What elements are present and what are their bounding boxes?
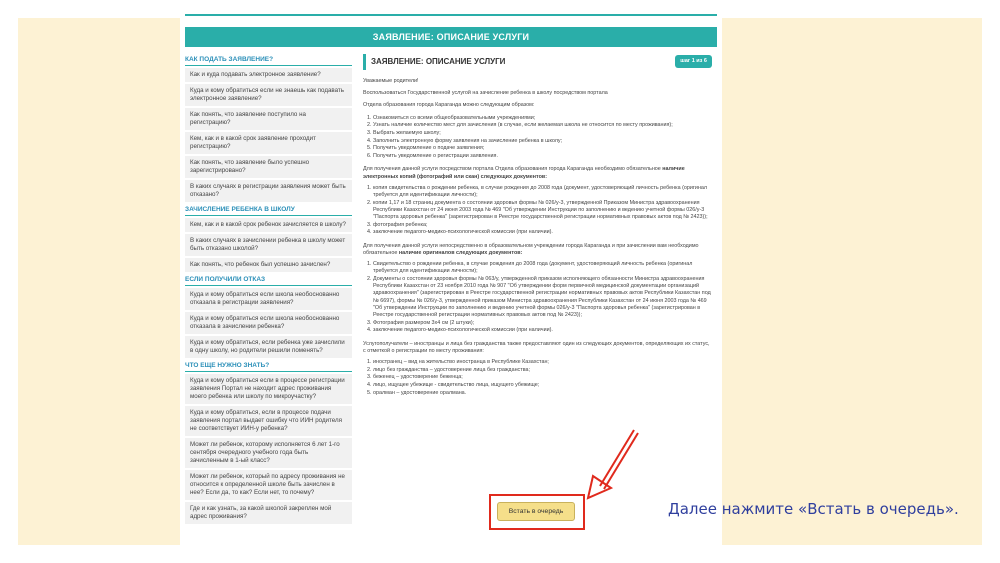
content-title: ЗАЯВЛЕНИЕ: ОПИСАНИЕ УСЛУГИ: [371, 57, 506, 66]
sidebar-item[interactable]: Где и как узнать, за какой школой закреплен мой адрес проживания?: [185, 502, 352, 524]
queue-button[interactable]: Встать в очередь: [497, 502, 575, 521]
list-item: 4. заключение педагого-медико-психологической комиссии (при наличии).: [373, 229, 712, 236]
sidebar-item[interactable]: Куда и кому обратиться если школа необоснованно отказала в зачислении ребенка?: [185, 312, 352, 334]
foreign-requirements: Услугополучатели – иностранцы и лица без гражданства также предоставляют один из следующих документов, определяющих их статус, с отметкой о регистрации по месту проживания:: [363, 340, 710, 354]
content-header: [363, 54, 712, 70]
instruction-caption: Далее нажмите «Встать в очередь».: [668, 500, 959, 518]
list-item: 3. беженец – удостоверение беженца;: [373, 374, 712, 381]
sidebar-section-title: КАК ПОДАТЬ ЗАЯВЛЕНИЕ?: [185, 54, 352, 66]
greeting: Уважаемые родители!: [363, 78, 419, 84]
sidebar-section-title: ЧТО ЕЩЕ НУЖНО ЗНАТЬ?: [185, 360, 352, 372]
background-panel-left: [18, 18, 180, 545]
school-documents-list: [363, 261, 712, 335]
sidebar-item[interactable]: Куда и кому обратиться если в процессе регистрации заявления Портал не находит адрес проживания моего ребенка или школу по микроучастку?: [185, 374, 352, 404]
sidebar-section-title: ЕСЛИ ПОЛУЧИЛИ ОТКАЗ: [185, 274, 352, 286]
list-item: 4. Заполнить электронную форму заявления на зачисление ребенка в школу;: [373, 138, 712, 145]
portal-documents-list: [363, 185, 712, 237]
steps-list: [363, 115, 712, 161]
list-item: 1. копия свидетельства о рождении ребенка, в случае рождения до 2008 года (документ, удостоверяющий личность ребенка (оригинал требуется для идентификации личности);: [373, 185, 712, 199]
foreign-documents-list: [363, 359, 712, 397]
sidebar-item[interactable]: Как понять, что ребенок был успешно зачислен?: [185, 258, 352, 272]
faq-sidebar: [185, 54, 352, 526]
list-item: 2. копии 1,17 и 18 страниц документа о состоянии здоровья формы № 026/у-3, утвержденной Приказом Министра здравоохранения Республики Казахстан от 24 июня 2003 года № 469 "Об утверждении Инструкции по заполнению и ведению учетной формы 026/у-3 "Паспорта здоровья ребенка" (зарегистрирован в Реестре государственной регистрации нормативных правовых актов под № 2423));: [373, 200, 712, 222]
list-item: 2. Узнать наличие количество мест для зачисления (в случае, если желаемая школа не относится по месту проживания);: [373, 122, 712, 129]
intro-text-2: Отдела образования города Караганда можно следующим образом:: [363, 102, 535, 109]
school-requirements: [363, 243, 712, 257]
sidebar-item[interactable]: Может ли ребенок, которому исполняется 6 лет 1-го сентября очередного учебного года быть зачисленным в 1-ый класс?: [185, 438, 352, 468]
sidebar-item[interactable]: В каких случаях в регистрации заявления может быть отказано?: [185, 180, 352, 202]
sidebar-item[interactable]: Кем, как и в какой срок ребенок зачисляется в школу?: [185, 218, 352, 232]
sidebar-item[interactable]: Как понять, что заявление поступило на регистрацию?: [185, 108, 352, 130]
list-item: 1. Ознакомиться со всеми общеобразовательными учреждениями;: [373, 115, 712, 122]
sidebar-item[interactable]: Как понять, что заявление было успешно зарегистрировано?: [185, 156, 352, 178]
list-item: 2. лицо без гражданства – удостоверение лица без гражданства;: [373, 367, 712, 374]
sidebar-item[interactable]: Куда и кому обратиться, если в процессе подачи заявления портал выдает ошибку что ИИН родителя не соответствует ИИН-у ребенка?: [185, 406, 352, 436]
portal-requirements-text: Для получения данной услуги посредством портала Отдела образования города Караганда необходимо обязательное: [363, 166, 661, 173]
sidebar-item[interactable]: Куда и кому обратиться если не знаешь как подавать электронное заявление?: [185, 84, 352, 106]
list-item: 4. заключение педагого-медико-психологической комиссии (при наличии).: [373, 327, 712, 334]
portal-requirements-bold: наличие электронных копий (фотографий или скан) следующих документов:: [363, 166, 685, 180]
list-item: 1. Свидетельство о рождении ребенка, в случае рождения до 2008 года (документ, удостоверяющий личность ребенка (оригинал требуется для идентификации личности);: [373, 261, 712, 275]
list-item: 4. лицо, ищущее убежище - свидетельство лица, ищущего убежище;: [373, 382, 712, 389]
list-item: 5. Получить уведомление о подаче заявления;: [373, 145, 712, 152]
step-badge: шаг 1 из 6: [675, 55, 712, 68]
list-item: 5. оралман – удостоверение оралмана.: [373, 390, 712, 397]
sidebar-item[interactable]: Куда и кому обратиться, если ребенка уже зачислили в одну школу, но родители решили поменять?: [185, 336, 352, 358]
sidebar-item[interactable]: Как и куда подавать электронное заявление?: [185, 68, 352, 82]
list-item: 3. фотография ребенка;: [373, 222, 712, 229]
sidebar-item[interactable]: Куда и кому обратиться если школа необоснованно отказала в регистрации заявления?: [185, 288, 352, 310]
background-panel-right: [722, 18, 982, 545]
sidebar-section-title: ЗАЧИСЛЕНИЕ РЕБЕНКА В ШКОЛУ: [185, 204, 352, 216]
list-item: 2. Документы о состоянии здоровья формы № 063/у, утвержденной приказом исполняющего обязанности Министра здравоохранения Республики Казахстан от 23 ноября 2010 года № 907 "Об утверждении форм первичной медицинской документации организаций здравоохранения" (зарегистрирован в Реестре государственной регистрации нормативных правовых актов Республики Казахстан под № 6697), формы № 026/у-3, утвержденной приказом Министра здравоохранения Республики Казахстан от 24 июня 2003 года № 469 "Об утверждении Инструкции по заполнению и ведению учетной формы 026/у-3 "Паспорта здоровья ребенка" (зарегистрирован в Реестре государственной регистрации нормативных правовых актов под № 2423));: [373, 276, 712, 319]
list-item: 6. Получить уведомление о регистрации заявления.: [373, 153, 712, 160]
sidebar-item[interactable]: В каких случаях в зачислении ребенка в школу может быть отказано школой?: [185, 234, 352, 256]
intro-text: Воспользоваться Государственной услугой на зачисление ребенка в школу посредством портала: [363, 90, 608, 97]
school-requirements-text: Для получения данной услуги непосредственно в образовательном учреждении города Караганда и при зачислении вам необходимо обязательное: [363, 242, 699, 256]
list-item: 3. Выбрать желаемую школу;: [373, 130, 712, 137]
school-requirements-bold: наличие оригиналов следующих документов:: [398, 249, 523, 256]
page-banner: ЗАЯВЛЕНИЕ: ОПИСАНИЕ УСЛУГИ: [185, 27, 717, 47]
service-description: [363, 54, 712, 403]
sidebar-item[interactable]: Может ли ребенок, который по адресу проживания не относится к определенной школе быть зачислен в нее? Если да, то как? Если нет, то почему?: [185, 470, 352, 500]
portal-requirements: [363, 166, 712, 180]
list-item: 1. иностранец – вид на жительство иностранца в Республике Казахстан;: [373, 359, 712, 366]
sidebar-item[interactable]: Кем, как и в какой срок заявление проходит регистрацию?: [185, 132, 352, 154]
list-item: 3. Фотография размером 3х4 см (2 штуки);: [373, 320, 712, 327]
top-divider: [185, 14, 717, 16]
